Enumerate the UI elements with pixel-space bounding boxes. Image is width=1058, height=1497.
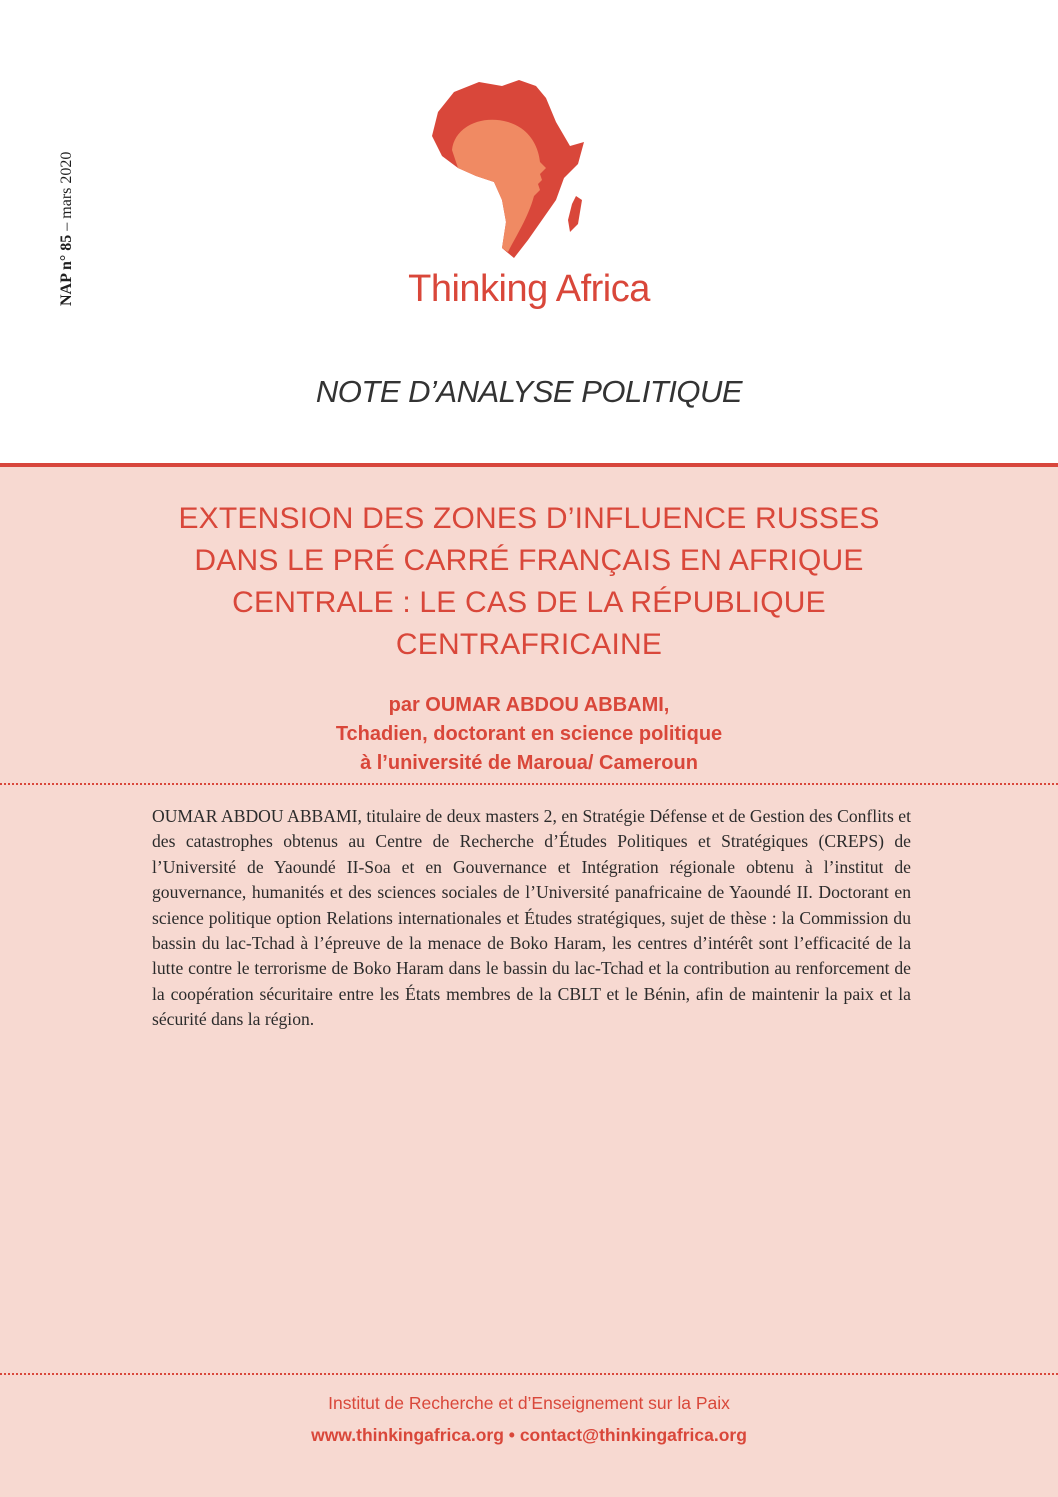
website-link[interactable]: www.thinkingafrica.org — [311, 1425, 504, 1445]
author-name: par OUMAR ABDOU ABBAMI, — [388, 694, 670, 716]
africa-continent-profile-icon — [424, 72, 594, 262]
issue-number: NAP n° 85 — [58, 234, 75, 306]
email-link[interactable]: contact@thinkingafrica.org — [519, 1425, 747, 1445]
issue-separator: – — [58, 222, 75, 231]
author-block — [0, 691, 1058, 778]
dotted-divider-top — [0, 783, 1058, 785]
author-biography: OUMAR ABDOU ABBAMI, titulaire de deux masters 2, en Stratégie Défense et de Gestion des Conflits et des catastrophes obtenus au Centre de Recherche d’Études Politiques et Stratégiques (CREPS) de l’Université de Yaoundé II-Soa et en Gouvernance et Intégration régionale obtenu à l’institut de gouvernance, humanités et des sciences sociales de l’Université panafricaine de Yaoundé II. Doctorant en science politique option Relations internationales et Études stratégiques, sujet de thèse : la Commission du bassin du lac-Tchad à l’épreuve de la menace de Boko Haram, les centres d’intérêt sont l’efficacité de la lutte contre le terrorisme de Boko Haram dans le bassin du lac-Tchad et la contribution au renforcement de la coopération sécuritaire entre les États membres de la CBLT et le Bénin, afin de maintenir la paix et la sécurité dans la région. — [152, 806, 911, 1030]
footer-bullet: • — [508, 1425, 515, 1445]
title-line: CENTRAFRICAINE — [395, 628, 663, 661]
brand-name: Thinking Africa — [408, 268, 650, 310]
issue-date: mars 2020 — [58, 151, 75, 219]
title-line: CENTRALE : LE CAS DE LA RÉPUBLIQUE — [232, 586, 826, 619]
document-type: NOTE D’ANALYSE POLITIQUE — [315, 374, 743, 409]
footer-links — [0, 1425, 1058, 1446]
dotted-divider-bottom — [0, 1373, 1058, 1375]
footer-organization: Institut de Recherche et d’Enseignement sur la Paix — [328, 1393, 730, 1413]
title-line: DANS LE PRÉ CARRÉ FRANÇAIS EN AFRIQUE — [194, 544, 864, 577]
document-title — [150, 498, 908, 666]
author-description: Tchadien, doctorant en science politique — [335, 723, 723, 745]
madagascar-shape — [568, 196, 582, 232]
author-affiliation: à l’université de Maroua/ Cameroun — [360, 752, 698, 774]
title-line: EXTENSION DES ZONES D’INFLUENCE RUSSES — [178, 502, 880, 535]
